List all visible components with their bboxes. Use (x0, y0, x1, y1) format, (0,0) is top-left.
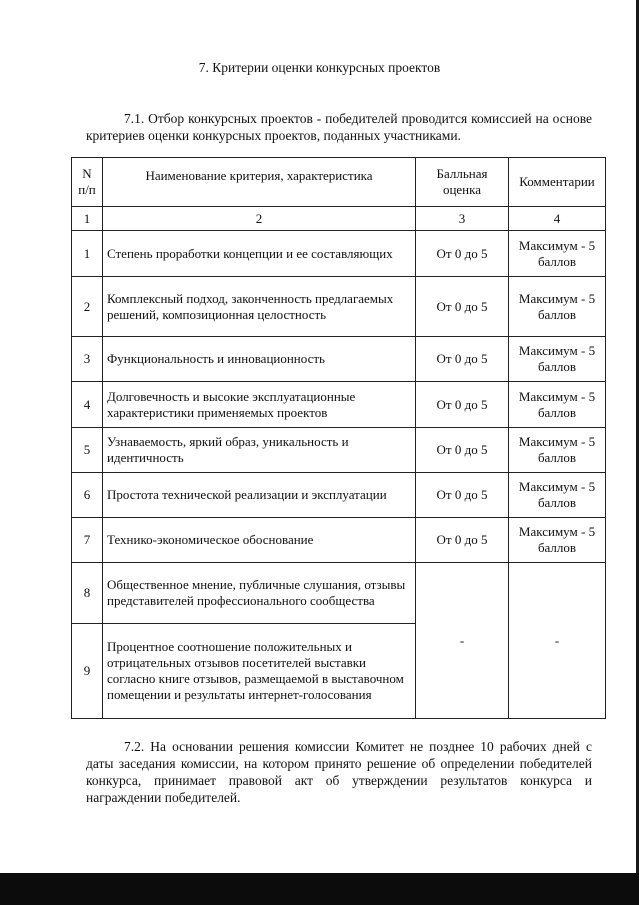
comment: - (509, 563, 606, 719)
comment: Максимум - 5 баллов (509, 518, 606, 563)
comment: Максимум - 5 баллов (509, 382, 606, 428)
header-score: Балльная оценка (416, 158, 509, 207)
row-number: 2 (72, 277, 103, 337)
criteria-table (71, 157, 606, 719)
closing-paragraph: 7.2. На основании решения комиссии Комитет не позднее 10 рабочих дней с даты заседания комиссии, на котором принято решение об определении победителей конкурса, принимает правовой акт об утверждении результатов конкурса и награждении победителей. (86, 739, 592, 805)
table-row (72, 231, 606, 277)
row-number: 3 (72, 337, 103, 382)
table-row (72, 337, 606, 382)
table-row (72, 277, 606, 337)
criterion-name: Технико-экономическое обоснование (103, 518, 416, 563)
header-number: N п/п (72, 158, 103, 207)
comment: Максимум - 5 баллов (509, 337, 606, 382)
column-number: 2 (103, 207, 416, 231)
score-range: От 0 до 5 (416, 473, 509, 518)
criterion-name: Функциональность и инновационность (103, 337, 416, 382)
table-row (72, 518, 606, 563)
row-number: 4 (72, 382, 103, 428)
header-criterion: Наименование критерия, характеристика (103, 158, 416, 207)
criterion-name: Общественное мнение, публичные слушания, отзывы представителей профессионального сообщества (103, 563, 416, 624)
comment: Максимум - 5 баллов (509, 473, 606, 518)
table-row (72, 382, 606, 428)
table-row (72, 473, 606, 518)
row-number: 5 (72, 428, 103, 473)
criterion-name: Простота технической реализации и эксплуатации (103, 473, 416, 518)
row-number: 1 (72, 231, 103, 277)
score-range: От 0 до 5 (416, 382, 509, 428)
scan-bottom-band (0, 873, 639, 905)
score-range: От 0 до 5 (416, 277, 509, 337)
column-number-row (72, 207, 606, 231)
section-heading: 7. Критерии оценки конкурсных проектов (198, 60, 441, 75)
criterion-name: Степень проработки концепции и ее составляющих (103, 231, 416, 277)
criterion-name: Комплексный подход, законченность предлагаемых решений, композиционная целостность (103, 277, 416, 337)
table-header-row (72, 158, 606, 207)
column-number: 1 (72, 207, 103, 231)
table-row (72, 428, 606, 473)
comment: Максимум - 5 баллов (509, 428, 606, 473)
score-range: От 0 до 5 (416, 337, 509, 382)
score-range: От 0 до 5 (416, 428, 509, 473)
row-number: 8 (72, 563, 103, 624)
row-number: 9 (72, 624, 103, 719)
header-comments: Комментарии (509, 158, 606, 207)
criterion-name: Узнаваемость, яркий образ, уникальность и идентичность (103, 428, 416, 473)
table-row (72, 563, 606, 624)
comment: Максимум - 5 баллов (509, 277, 606, 337)
criterion-name: Долговечность и высокие эксплуатационные характеристики применяемых проектов (103, 382, 416, 428)
intro-paragraph: 7.1. Отбор конкурсных проектов - победителей проводится комиссией на основе критериев оценки конкурсных проектов, поданных участниками. (86, 111, 592, 143)
criterion-name: Процентное соотношение положительных и отрицательных отзывов посетителей выставки согласно книге отзывов, размещаемой в выставочном помещении и результаты интернет-голосования (103, 624, 416, 719)
row-number: 6 (72, 473, 103, 518)
row-number: 7 (72, 518, 103, 563)
score-range: От 0 до 5 (416, 231, 509, 277)
score-range: - (416, 563, 509, 719)
score-range: От 0 до 5 (416, 518, 509, 563)
column-number: 3 (416, 207, 509, 231)
comment: Максимум - 5 баллов (509, 231, 606, 277)
column-number: 4 (509, 207, 606, 231)
